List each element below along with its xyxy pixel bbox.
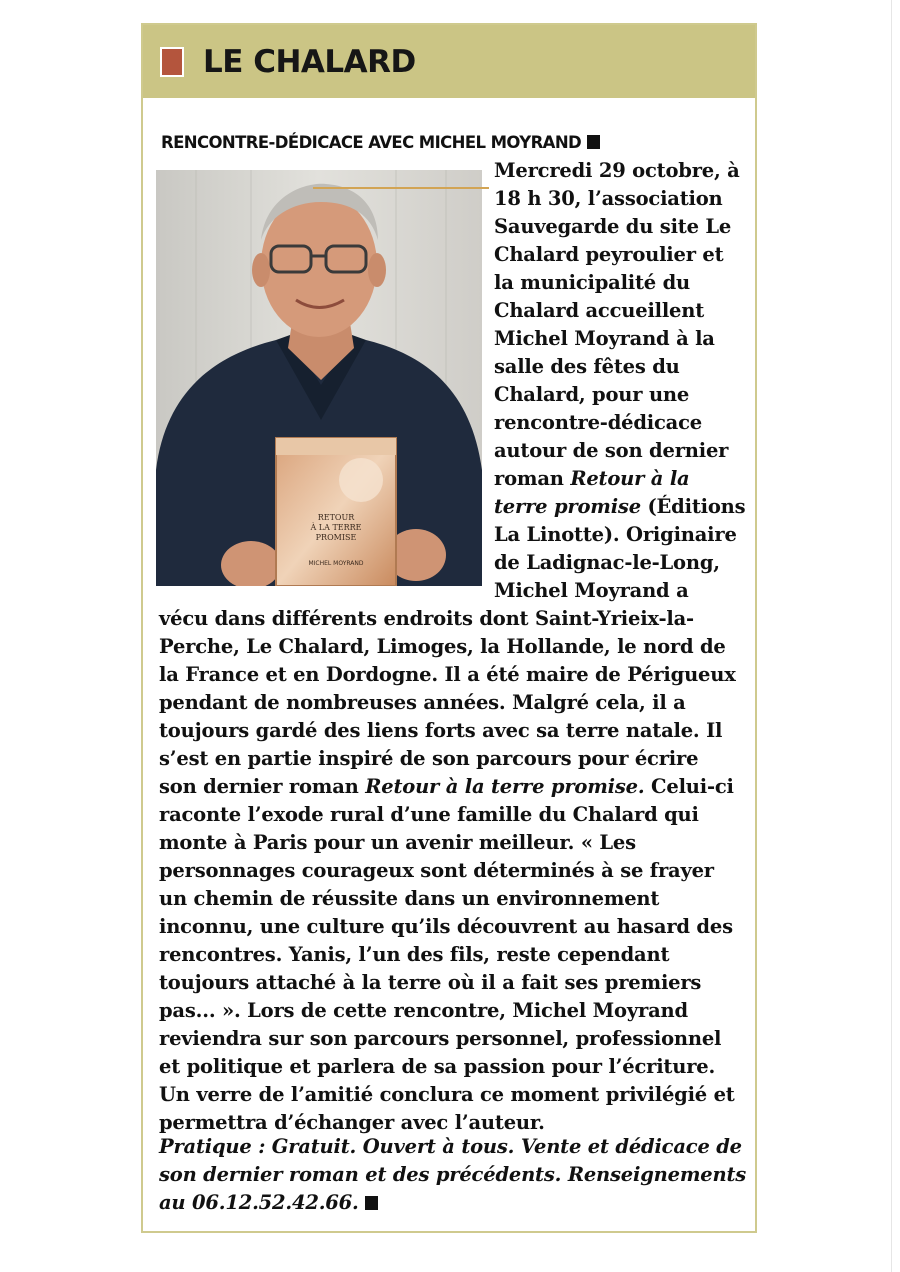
photo-caption-rule — [313, 187, 489, 189]
practical-line — [159, 1189, 755, 1217]
practical-line: Pratique : Gratuit. Ouvert à tous. Vente et dédicace de — [159, 1135, 742, 1158]
book-title-italic: Retour à la — [570, 467, 690, 490]
body-line: un chemin de réussite dans un environnement — [159, 887, 660, 910]
body-text: (Éditions — [640, 495, 746, 518]
article-end-square — [365, 1196, 378, 1210]
section-title: LE CHALARD — [203, 44, 416, 80]
book-title-line-3: PROMISE — [315, 533, 357, 542]
body-text: roman — [494, 467, 571, 490]
article-body-column — [494, 157, 756, 605]
body-line: rencontre-dédicace — [494, 411, 702, 434]
body-line: Chalard peyroulier et — [494, 243, 724, 266]
article-subhead-text: RENCONTRE-DÉDICACE AVEC MICHEL MOYRAND — [161, 133, 582, 152]
body-line: inconnu, une culture qu’ils découvrent au hasard des — [159, 915, 733, 938]
body-line: personnages courageux sont déterminés à se frayer — [159, 859, 714, 882]
body-line: autour de son dernier — [494, 439, 729, 462]
body-line: Perche, Le Chalard, Limoges, la Hollande, le nord de — [159, 635, 726, 658]
body-line: monte à Paris pour un avenir meilleur. « Les — [159, 831, 636, 854]
book-title-line-2: À LA TERRE — [310, 523, 362, 532]
body-line: pas... ». Lors de cette rencontre, Michel Moyrand — [159, 999, 688, 1022]
body-line: Michel Moyrand a — [494, 579, 689, 602]
body-line: de Ladignac-le-Long, — [494, 551, 720, 574]
body-line: et politique et parlera de sa passion pour l’écriture. — [159, 1055, 716, 1078]
article-body-wide — [159, 605, 755, 1137]
book-title-line-1: RETOUR — [317, 513, 355, 522]
body-line: Sauvegarde du site Le — [494, 215, 732, 238]
body-text: son dernier roman — [159, 775, 366, 798]
book-title-italic: Retour à la terre promise. — [365, 775, 645, 798]
body-line: Michel Moyrand à la — [494, 327, 715, 350]
body-line: vécu dans différents endroits dont Saint-Yrieix-la- — [159, 607, 694, 630]
body-line — [494, 465, 756, 493]
article-subhead — [161, 131, 600, 155]
body-line: Chalard, pour une — [494, 383, 690, 406]
body-line: Un verre de l’amitié conclura ce moment privilégié et — [159, 1083, 735, 1106]
body-line: toujours attaché à la terre où il a fait ses premiers — [159, 971, 702, 994]
body-line: Mercredi 29 octobre, à — [494, 159, 740, 182]
body-line: Chalard accueillent — [494, 299, 705, 322]
section-header — [143, 25, 755, 98]
page-edge-line — [891, 0, 892, 1272]
body-line: 18 h 30, l’association — [494, 187, 723, 210]
body-line — [159, 773, 755, 801]
body-line: la municipalité du — [494, 271, 691, 294]
body-line: reviendra sur son parcours personnel, professionnel — [159, 1027, 722, 1050]
practical-text: au 06.12.52.42.66. — [159, 1191, 359, 1214]
practical-info — [159, 1133, 755, 1217]
body-text: Celui-ci — [644, 775, 734, 798]
section-marker-square — [160, 47, 184, 77]
body-line: pendant de nombreuses années. Malgré cela, il a — [159, 691, 686, 714]
body-line: permettra d’échanger avec l’auteur. — [159, 1111, 545, 1134]
book-author: MICHEL MOYRAND — [308, 560, 364, 567]
author-photo — [156, 170, 482, 586]
body-line — [494, 493, 756, 521]
body-line: salle des fêtes du — [494, 355, 680, 378]
article-frame — [141, 23, 757, 1233]
practical-line: son dernier roman et des précédents. Renseignements — [159, 1163, 747, 1186]
body-line: toujours gardé des liens forts avec sa terre natale. Il — [159, 719, 723, 742]
body-line: La Linotte). Originaire — [494, 523, 737, 546]
body-line: s’est en partie inspiré de son parcours pour écrire — [159, 747, 699, 770]
body-line: rencontres. Yanis, l’un des fils, reste cependant — [159, 943, 670, 966]
author-photo-illustration — [156, 170, 482, 586]
book-title-italic: terre promise — [494, 495, 641, 518]
body-line: raconte l’exode rural d’une famille du Chalard qui — [159, 803, 699, 826]
subhead-end-square — [587, 135, 600, 149]
body-line: la France et en Dordogne. Il a été maire de Périgueux — [159, 663, 736, 686]
